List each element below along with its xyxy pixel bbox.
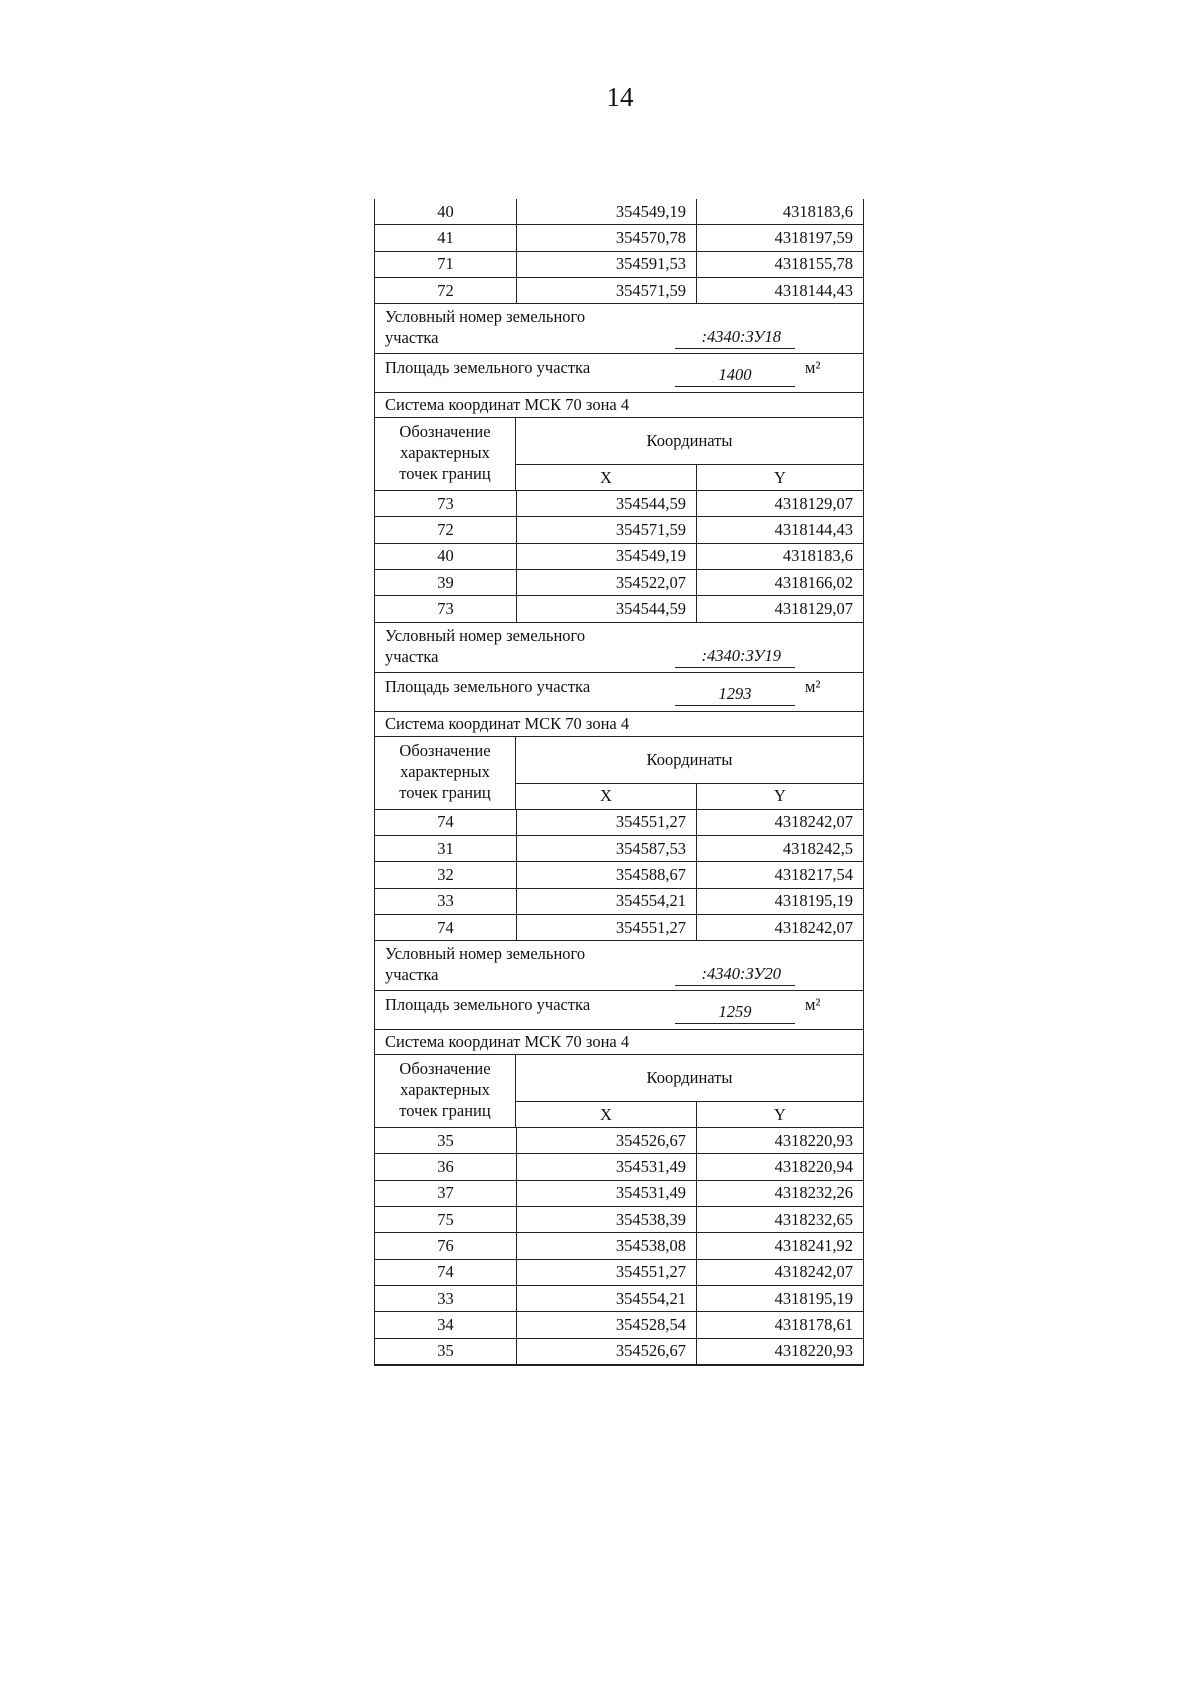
y-coordinate-cell: 4318217,54: [774, 864, 853, 884]
x-coordinate-cell: 354544,59: [517, 491, 697, 516]
x-coordinate-cell: 354528,54: [517, 1312, 697, 1337]
xy-header: [516, 465, 863, 490]
y-coordinate-cell: 4318129,07: [774, 493, 853, 513]
area-row: [375, 354, 863, 393]
points-header: [375, 1055, 516, 1127]
table-row: [375, 836, 863, 862]
area-label: Площадь земельного участка: [385, 676, 591, 696]
points-header-line2: характерных: [400, 443, 490, 463]
y-coordinate-cell: 4318144,43: [774, 280, 853, 300]
x-coordinate-cell: 354587,53: [517, 836, 697, 861]
table-row: [375, 1339, 863, 1365]
table-row: [375, 1260, 863, 1286]
table-row: [375, 1312, 863, 1338]
conditional-number-row: [375, 304, 863, 354]
x-coordinate-cell: 354549,19: [517, 199, 697, 224]
table-row: [375, 1286, 863, 1312]
point-number-cell: 34: [375, 1312, 517, 1337]
point-number-cell: 35: [375, 1339, 517, 1364]
x-coordinate-cell: 354588,67: [517, 862, 697, 887]
x-coordinate-cell: 354551,27: [517, 810, 697, 835]
point-number-cell: 75: [375, 1207, 517, 1232]
x-header: X: [516, 784, 697, 809]
point-number-cell: 41: [375, 225, 517, 250]
y-header: Y: [774, 1104, 786, 1124]
table-row: [375, 517, 863, 543]
table-row: [375, 544, 863, 570]
conditional-number-row: [375, 623, 863, 673]
x-coordinate-cell: 354551,27: [517, 915, 697, 940]
table-row: [375, 570, 863, 596]
y-coordinate-cell: 4318195,19: [774, 1288, 853, 1308]
y-coordinate-cell: 4318242,5: [782, 838, 853, 858]
area-label: Площадь земельного участка: [385, 995, 591, 1015]
y-header: Y: [774, 786, 786, 806]
conditional-number-label: [385, 625, 585, 667]
x-coordinate-cell: 354538,08: [517, 1233, 697, 1258]
coordinates-header-title: Координаты: [516, 418, 863, 465]
point-number-cell: 33: [375, 1286, 517, 1311]
conditional-number-value: :4340:ЗУ18: [675, 326, 795, 349]
area-label: Площадь земельного участка: [385, 358, 591, 378]
coordinate-system-row: Система координат МСК 70 зона 4: [375, 393, 863, 418]
x-coordinate-cell: 354571,59: [517, 278, 697, 303]
y-coordinate-cell: 4318197,59: [774, 227, 853, 247]
point-number-cell: 74: [375, 810, 517, 835]
coordinate-system-row: Система координат МСК 70 зона 4: [375, 1030, 863, 1055]
xy-header: [516, 784, 863, 809]
coordinates-header-group: [516, 418, 863, 490]
area-value: 1400: [675, 364, 795, 387]
area-value: 1259: [675, 1001, 795, 1024]
y-coordinate-cell: 4318155,78: [774, 254, 853, 274]
points-header-line1: Обозначение: [399, 740, 491, 760]
conditional-number-label-line2: участка: [385, 646, 439, 666]
y-coordinate-cell: 4318220,93: [774, 1341, 853, 1361]
conditional-number-label-line1: Условный номер земельного: [385, 625, 586, 645]
points-header-line2: характерных: [400, 761, 490, 781]
x-header: X: [516, 1102, 697, 1127]
y-coordinate-cell: 4318241,92: [774, 1235, 853, 1255]
area-row: [375, 673, 863, 712]
conditional-number-label-line2: участка: [385, 965, 439, 985]
x-coordinate-cell: 354591,53: [517, 252, 697, 277]
point-number-cell: 32: [375, 862, 517, 887]
x-header: X: [516, 465, 697, 490]
coordinates-table: [374, 199, 864, 1366]
x-coordinate-cell: 354531,49: [517, 1154, 697, 1179]
point-number-cell: 33: [375, 889, 517, 914]
y-coordinate-cell: 4318242,07: [774, 917, 853, 937]
x-coordinate-cell: 354544,59: [517, 596, 697, 621]
y-coordinate-cell: 4318242,07: [774, 812, 853, 832]
points-header-line3: точек границ: [399, 464, 491, 484]
y-coordinate-cell: 4318220,94: [774, 1157, 853, 1177]
x-coordinate-cell: 354526,67: [517, 1339, 697, 1364]
y-coordinate-cell: 4318144,43: [774, 520, 853, 540]
area-unit: м²: [805, 676, 821, 696]
x-coordinate-cell: 354570,78: [517, 225, 697, 250]
y-coordinate-cell: 4318242,07: [774, 1262, 853, 1282]
table-row: [375, 491, 863, 517]
coordinates-header-group: [516, 1055, 863, 1127]
points-header: [375, 418, 516, 490]
point-number-cell: 35: [375, 1128, 517, 1153]
conditional-number-row: [375, 941, 863, 991]
conditional-number-label-line2: участка: [385, 328, 439, 348]
table-row: [375, 1154, 863, 1180]
table-row: [375, 225, 863, 251]
table-row: [375, 252, 863, 278]
y-coordinate-cell: 4318195,19: [774, 891, 853, 911]
table-row: [375, 889, 863, 915]
coordinates-header: [375, 418, 863, 491]
coordinates-header-title: Координаты: [516, 1055, 863, 1102]
point-number-cell: 37: [375, 1181, 517, 1206]
table-row: [375, 1207, 863, 1233]
points-header-line3: точек границ: [399, 1101, 491, 1121]
y-header: Y: [774, 467, 786, 487]
x-coordinate-cell: 354571,59: [517, 517, 697, 542]
coordinate-system-row: Система координат МСК 70 зона 4: [375, 712, 863, 737]
area-unit: м²: [805, 995, 821, 1015]
conditional-number-value: :4340:ЗУ19: [675, 645, 795, 668]
point-number-cell: 74: [375, 915, 517, 940]
x-coordinate-cell: 354522,07: [517, 570, 697, 595]
point-number-cell: 71: [375, 252, 517, 277]
xy-header: [516, 1102, 863, 1127]
table-row: [375, 199, 863, 225]
points-header-line1: Обозначение: [399, 1059, 491, 1079]
point-number-cell: 73: [375, 596, 517, 621]
points-header: [375, 737, 516, 809]
points-header-line3: точек границ: [399, 782, 491, 802]
y-coordinate-cell: 4318178,61: [774, 1314, 853, 1334]
point-number-cell: 72: [375, 517, 517, 542]
conditional-number-value: :4340:ЗУ20: [675, 963, 795, 986]
area-unit: м²: [805, 358, 821, 378]
y-coordinate-cell: 4318220,93: [774, 1130, 853, 1150]
point-number-cell: 40: [375, 544, 517, 569]
y-coordinate-cell: 4318129,07: [774, 599, 853, 619]
table-row: [375, 862, 863, 888]
x-coordinate-cell: 354549,19: [517, 544, 697, 569]
table-row: [375, 596, 863, 622]
conditional-number-label: [385, 943, 585, 985]
x-coordinate-cell: 354551,27: [517, 1260, 697, 1285]
x-coordinate-cell: 354526,67: [517, 1128, 697, 1153]
point-number-cell: 72: [375, 278, 517, 303]
point-number-cell: 39: [375, 570, 517, 595]
page-number: 14: [606, 82, 634, 112]
conditional-number-label-line1: Условный номер земельного: [385, 307, 586, 327]
table-row: [375, 278, 863, 304]
coordinates-header-group: [516, 737, 863, 809]
coordinates-header-title: Координаты: [516, 737, 863, 784]
table-row: [375, 915, 863, 941]
x-coordinate-cell: 354554,21: [517, 1286, 697, 1311]
conditional-number-label-line1: Условный номер земельного: [385, 944, 586, 964]
points-header-line1: Обозначение: [399, 422, 491, 442]
conditional-number-label: [385, 306, 585, 348]
table-row: [375, 1181, 863, 1207]
y-coordinate-cell: 4318166,02: [774, 572, 853, 592]
point-number-cell: 40: [375, 199, 517, 224]
area-row: [375, 991, 863, 1030]
y-coordinate-cell: 4318183,6: [782, 546, 853, 566]
points-header-line2: характерных: [400, 1080, 490, 1100]
point-number-cell: 31: [375, 836, 517, 861]
coordinates-header: [375, 1055, 863, 1128]
x-coordinate-cell: 354554,21: [517, 889, 697, 914]
area-value: 1293: [675, 683, 795, 706]
table-row: [375, 1233, 863, 1259]
y-coordinate-cell: 4318232,26: [774, 1183, 853, 1203]
table-row: [375, 1128, 863, 1154]
table-row: [375, 810, 863, 836]
point-number-cell: 73: [375, 491, 517, 516]
x-coordinate-cell: 354531,49: [517, 1181, 697, 1206]
coordinates-header: [375, 737, 863, 810]
y-coordinate-cell: 4318183,6: [782, 201, 853, 221]
point-number-cell: 36: [375, 1154, 517, 1179]
x-coordinate-cell: 354538,39: [517, 1207, 697, 1232]
point-number-cell: 74: [375, 1260, 517, 1285]
y-coordinate-cell: 4318232,65: [774, 1209, 853, 1229]
point-number-cell: 76: [375, 1233, 517, 1258]
